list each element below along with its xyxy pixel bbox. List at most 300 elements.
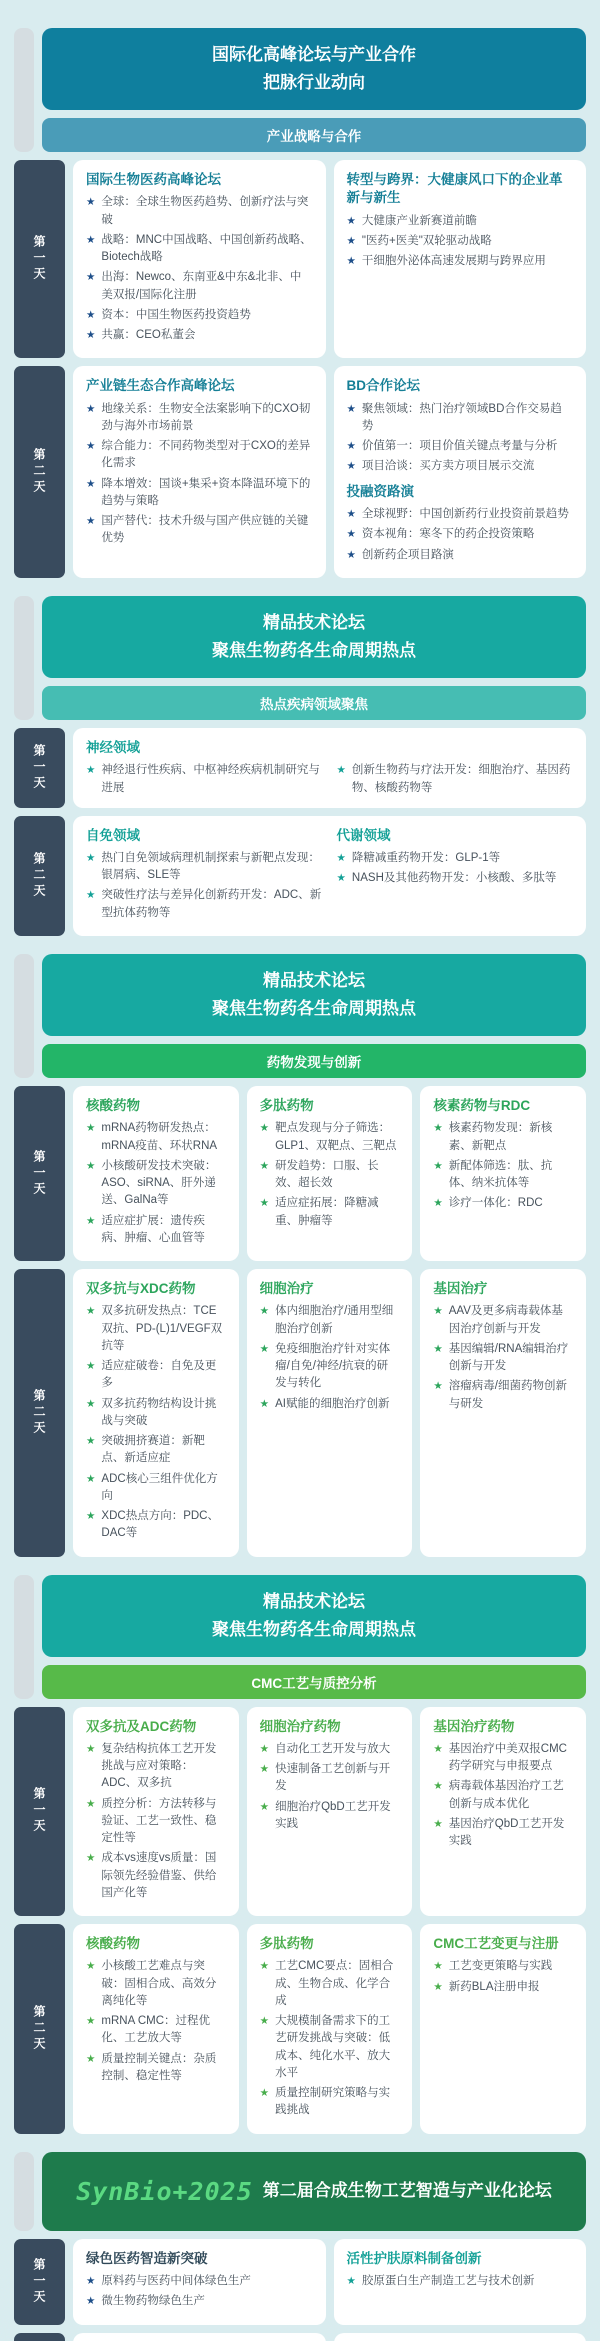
bullet-list	[260, 1958, 400, 2119]
section-header-banner	[42, 2152, 586, 2231]
star-icon: ★	[346, 2275, 356, 2287]
section-subheader-banner: 产业战略与合作	[42, 118, 586, 152]
bullet-text: 突破拥挤赛道：新靶点、新适应症	[101, 1435, 205, 1465]
forum-card	[247, 1269, 413, 1556]
bullet-item	[347, 233, 574, 250]
day-tab	[14, 1269, 65, 1556]
section-header-row	[14, 1575, 586, 1699]
side-rail	[14, 596, 34, 720]
bullet-text: 原料药与医药中间体绿色生产	[101, 2275, 251, 2287]
bullet-text: 出海：Newco、东南亚&中东&北非、中美双报/国际化注册	[101, 271, 302, 301]
bullet-item	[347, 2273, 574, 2290]
bullet-list	[86, 1120, 226, 1247]
bullet-item	[347, 401, 574, 436]
bullet-text: 细胞治疗QbD工艺开发实践	[275, 1800, 391, 1830]
bullet-item	[260, 1799, 400, 1834]
bullet-text: 病毒载体基因治疗工艺创新与成本优化	[448, 1780, 564, 1810]
bullet-item	[86, 1741, 226, 1793]
bullet-text: 价值第一：项目价值关键点考量与分析	[361, 440, 558, 453]
cards-row	[73, 816, 586, 936]
day-tab	[14, 2239, 65, 2325]
bullet-text: 突破性疗法与差异化创新药开发：ADC、新型抗体药物等	[101, 889, 322, 919]
bullet-item	[433, 1378, 573, 1413]
bullet-text: 创新生物药与疗法开发：细胞治疗、基因药物、核酸药物等	[351, 764, 571, 794]
bullet-item	[86, 2273, 313, 2290]
star-icon: ★	[433, 1122, 443, 1135]
forum-card	[73, 1269, 239, 1556]
cards-row	[73, 2239, 586, 2325]
forum-card	[73, 1707, 239, 1916]
star-icon: ★	[86, 764, 96, 777]
bullet-text: 适应症拓展：降糖减重、肿瘤等	[275, 1197, 379, 1227]
bullet-item	[86, 1796, 226, 1848]
star-icon: ★	[336, 851, 346, 864]
bullet-text: 体内细胞治疗/通用型细胞治疗创新	[275, 1305, 394, 1335]
star-icon: ★	[86, 1305, 96, 1318]
bullet-item	[86, 2293, 313, 2310]
day-tab-label: 第一天	[32, 1149, 46, 1198]
bullet-text: 基因治疗QbD工艺开发实践	[448, 1817, 565, 1848]
card-title: 绿色医药智造新突破	[86, 2250, 208, 2266]
side-rail	[14, 28, 34, 152]
star-icon: ★	[86, 1797, 96, 1810]
bullet-text: NASH及其他药物开发：小核酸、多肽等	[351, 872, 557, 885]
bullet-text: 适应症破卷：自免及更多	[101, 1360, 217, 1390]
bullet-text: 工艺变更策略与实践	[448, 1960, 553, 1973]
forum-card	[420, 1707, 586, 1916]
bullet-item	[260, 1396, 400, 1413]
section-international-summit	[0, 28, 600, 578]
section-header-column	[42, 954, 586, 1078]
bullet-item	[433, 1741, 573, 1776]
day-row	[14, 1086, 586, 1261]
card-title: 多肽药物	[259, 1936, 314, 1952]
bullet-text: 干细胞外泌体高速发展期与跨界应用	[361, 255, 546, 268]
star-icon: ★	[86, 1510, 96, 1522]
card-group	[86, 827, 323, 925]
forum-card	[73, 160, 326, 358]
star-icon: ★	[433, 1980, 443, 1993]
bullet-list	[86, 762, 573, 797]
star-icon: ★	[259, 1122, 270, 1135]
conference-agenda-poster	[0, 28, 600, 2341]
day-row	[14, 160, 586, 358]
card-title: 神经领域	[86, 740, 140, 756]
card-title: 核酸药物	[86, 1098, 140, 1114]
bullet-item	[86, 1508, 226, 1543]
synbio-forum-title: 第二届合成生物工艺智造与产业化论坛	[262, 2181, 552, 2201]
bullet-text: 小核酸工艺难点与突破：固相合成、高效分离纯化等	[101, 1960, 217, 2007]
star-icon: ★	[86, 1397, 96, 1410]
bullet-item	[433, 1120, 573, 1155]
card-title: 基因治疗	[433, 1281, 488, 1297]
star-icon: ★	[433, 1305, 443, 1318]
bullet-item	[86, 1471, 226, 1506]
side-rail	[14, 954, 34, 1078]
star-icon: ★	[433, 1342, 443, 1355]
bullet-list	[260, 1741, 400, 1833]
bullet-item	[86, 327, 313, 344]
card-title: 双多抗与XDC药物	[86, 1281, 196, 1297]
star-icon: ★	[86, 440, 96, 453]
bullet-text: 质控分析：方法转移与验证、工艺一致性、稳定性等	[101, 1797, 217, 1845]
bullet-list	[433, 1741, 573, 1851]
bullet-list	[337, 850, 574, 888]
star-icon: ★	[86, 477, 96, 490]
bullet-text: 地缘关系：生物安全法案影响下的CXO韧劲与海外市场前景	[101, 402, 311, 432]
section-header-line: 精品技术论坛	[263, 1591, 365, 1611]
bullet-text: 神经退行性疾病、中枢神经疾病机制研究与进展	[101, 764, 320, 794]
day-tab	[14, 366, 65, 578]
star-icon: ★	[86, 1159, 96, 1172]
star-icon: ★	[259, 1342, 270, 1355]
bullet-list	[86, 1741, 226, 1902]
card-title: 细胞治疗	[259, 1281, 314, 1297]
bullet-text: 资本视角：寒冬下的药企投资策略	[361, 528, 535, 541]
day-tab	[14, 728, 65, 808]
star-icon: ★	[346, 214, 356, 227]
day-row	[14, 1707, 586, 1916]
side-rail	[14, 1575, 34, 1699]
star-icon: ★	[346, 255, 356, 268]
bullet-item	[86, 2051, 226, 2086]
section-header-line: 精品技术论坛	[263, 612, 365, 632]
star-icon: ★	[86, 233, 96, 246]
bullet-text: 快速制备工艺创新与开发	[275, 1763, 391, 1793]
star-icon: ★	[346, 548, 356, 561]
star-icon: ★	[86, 1435, 96, 1447]
bullet-item	[433, 1979, 573, 1996]
star-icon: ★	[259, 1960, 270, 1973]
forum-card	[247, 1086, 413, 1261]
bullet-list	[86, 401, 313, 548]
section-header-line: 聚焦生物药各生命周期热点	[212, 999, 416, 1019]
star-icon: ★	[86, 1742, 96, 1755]
card-title: 国际生物医药高峰论坛	[86, 172, 221, 188]
bullet-item	[86, 887, 323, 922]
bullet-text: AAV及更多病毒载体基因治疗创新与开发	[448, 1305, 563, 1335]
bullet-list	[86, 850, 323, 922]
bullet-item	[86, 1850, 226, 1902]
cards-row	[73, 366, 586, 578]
day-tab	[14, 160, 65, 358]
day-tab-label: 第一天	[32, 743, 46, 792]
star-icon: ★	[336, 764, 346, 777]
bullet-item	[260, 1741, 400, 1758]
bullet-list	[347, 213, 574, 271]
star-icon: ★	[259, 1397, 270, 1410]
section-header-line: 精品技术论坛	[263, 970, 365, 990]
bullet-text: 小核酸研发技术突破：ASO、siRNA、肝外递送、GalNa等	[101, 1159, 217, 1207]
bullet-text: 基因编辑/RNA编辑治疗创新与开发	[448, 1342, 569, 1372]
bullet-text: 大健康产业新赛道前瞻	[361, 214, 477, 227]
bullet-item	[86, 513, 313, 548]
bullet-list	[347, 401, 574, 476]
day-tab-label: 第二天	[32, 851, 46, 900]
bullet-item	[337, 850, 574, 867]
day-tab-label: 第一天	[32, 235, 46, 284]
bullet-text: mRNA药物研发热点：mRNA疫苗、环状RNA	[101, 1122, 218, 1152]
bullet-list	[260, 1120, 400, 1230]
bullet-text: 复杂结构抗体工艺开发挑战与应对策略：ADC、双多抗	[101, 1742, 217, 1790]
bullet-list	[86, 1958, 226, 2085]
bullet-item	[86, 1958, 226, 2010]
star-icon: ★	[86, 271, 96, 284]
forum-card	[73, 816, 586, 936]
star-icon: ★	[86, 2295, 96, 2308]
card-title: 多肽药物	[259, 1098, 314, 1114]
star-icon: ★	[86, 851, 96, 864]
forum-card	[334, 2239, 587, 2325]
bullet-text: 核素药物发现：新核素、新靶点	[448, 1122, 553, 1152]
day-tab-label: 第二天	[32, 1388, 46, 1437]
bullet-list	[86, 2273, 313, 2311]
bullet-item	[260, 2013, 400, 2082]
star-icon: ★	[86, 1852, 96, 1865]
star-icon: ★	[259, 1742, 270, 1755]
bullet-item	[86, 1396, 226, 1431]
bullet-item	[86, 850, 323, 885]
bullet-item	[86, 2013, 226, 2048]
bullet-item	[86, 232, 313, 267]
bullet-item	[260, 1120, 400, 1155]
bullet-item	[86, 307, 313, 324]
section-header-line: 聚焦生物药各生命周期热点	[212, 640, 416, 660]
section-drug-discovery	[0, 954, 600, 1557]
bullet-item	[347, 526, 574, 543]
section-header-banner	[42, 954, 586, 1036]
cards-row	[73, 2333, 586, 2341]
bullet-item	[260, 1958, 400, 2010]
bullet-item	[347, 253, 574, 270]
bullet-text: 综合能力：不同药物类型对于CXO的差异化需求	[101, 440, 311, 470]
bullet-text: 成本vs速度vs质量：国际领先经验借鉴、供给国产化等	[101, 1852, 217, 1899]
cards-row	[73, 1707, 586, 1916]
bullet-text: mRNA CMC：过程优化、工艺放大等	[101, 2015, 211, 2045]
forum-card	[334, 2333, 587, 2341]
bullet-item	[86, 269, 313, 304]
star-icon: ★	[86, 2275, 96, 2287]
bullet-list	[347, 2273, 574, 2290]
bullet-text: 全球：全球生物医药趋势、创新疗法与突破	[101, 196, 309, 226]
bullet-text: 战略：MNC中国战略、中国创新药战略、Biotech战略	[101, 233, 312, 264]
card-title: 核酸药物	[86, 1936, 140, 1952]
star-icon: ★	[433, 1742, 443, 1755]
bullet-item	[260, 1341, 400, 1393]
bullet-text: XDC热点方向：PDC、DAC等	[101, 1510, 219, 1540]
bullet-item	[86, 1213, 226, 1248]
day-tab	[14, 2333, 65, 2341]
card-title: 细胞治疗药物	[259, 1718, 341, 1734]
section-header-line: 国际化高峰论坛与产业合作	[212, 45, 416, 64]
card-title: CMC工艺变更与注册	[433, 1936, 559, 1952]
star-icon: ★	[86, 1214, 96, 1227]
bullet-list	[347, 506, 574, 564]
section-subheader-banner: 热点疾病领域聚焦	[42, 686, 586, 720]
side-rail	[14, 2152, 34, 2231]
day-tab-label: 第二天	[32, 448, 46, 497]
bullet-text: AI赋能的细胞治疗创新	[275, 1397, 390, 1410]
bullet-item	[260, 1195, 400, 1230]
cards-row	[73, 1269, 586, 1556]
bullet-item	[433, 1778, 573, 1813]
bullet-item	[260, 2085, 400, 2120]
section-subheader-banner: CMC工艺与质控分析	[42, 1665, 586, 1699]
star-icon: ★	[433, 1780, 443, 1793]
bullet-item	[86, 438, 313, 473]
day-row	[14, 2239, 586, 2325]
star-icon: ★	[86, 2052, 96, 2065]
bullet-text: 降本增效：国谈+集采+资本降温环境下的趋势与策略	[101, 477, 311, 507]
bullet-list	[433, 1120, 573, 1212]
star-icon: ★	[336, 872, 346, 885]
bullet-text: 新配体筛选：肽、抗体、纳米抗体等	[448, 1159, 553, 1190]
bullet-item	[260, 1761, 400, 1796]
bullet-text: 全球视野：中国创新药行业投资前景趋势	[361, 508, 569, 520]
bullet-item	[86, 401, 313, 436]
star-icon: ★	[259, 1305, 270, 1318]
star-icon: ★	[433, 1817, 443, 1830]
star-icon: ★	[346, 528, 356, 541]
bullet-list	[86, 194, 313, 344]
bullet-text: 研发趋势：口服、长效、超长效	[275, 1159, 379, 1190]
bullet-text: 降糖减重药物开发：GLP-1等	[351, 851, 501, 864]
bullet-list	[260, 1303, 400, 1413]
star-icon: ★	[86, 515, 96, 528]
day-tab-label: 第一天	[32, 1787, 46, 1836]
star-icon: ★	[86, 1360, 96, 1372]
card-title: 基因治疗药物	[433, 1718, 515, 1734]
bullet-text: 诊疗一体化：RDC	[448, 1197, 543, 1210]
section-disease-focus	[0, 596, 600, 936]
bullet-item	[347, 458, 574, 475]
section-header-banner	[42, 596, 586, 678]
card-group-columns	[86, 827, 573, 925]
section-header-row	[14, 954, 586, 1078]
day-tab-label: 第一天	[32, 2257, 46, 2306]
card-title: 核素药物与RDC	[433, 1098, 531, 1114]
bullet-list	[433, 1303, 573, 1413]
section-subheader-banner: 药物发现与创新	[42, 1044, 586, 1078]
bullet-list	[86, 1303, 226, 1542]
bullet-text: 靶点发现与分子筛选：GLP1、双靶点、三靶点	[275, 1122, 397, 1152]
star-icon: ★	[86, 1122, 96, 1135]
bullet-text: ADC核心三组件优化方向	[101, 1472, 218, 1502]
section-header-line: 聚焦生物药各生命周期热点	[212, 1619, 416, 1639]
star-icon: ★	[86, 196, 96, 209]
forum-card	[247, 1707, 413, 1916]
forum-card	[73, 728, 586, 808]
bullet-item	[347, 506, 574, 523]
section-header-banner	[42, 28, 586, 110]
bullet-item	[433, 1303, 573, 1338]
star-icon: ★	[433, 1380, 443, 1393]
bullet-item	[347, 547, 574, 564]
bullet-item	[86, 1433, 226, 1468]
bullet-item	[86, 1158, 226, 1210]
bullet-item	[433, 1341, 573, 1376]
card-title: 双多抗及ADC药物	[86, 1718, 197, 1734]
bullet-text: 热门自免领域病理机制探索与新靶点发现：银屑病、SLE等	[101, 851, 320, 882]
forum-card	[247, 1924, 413, 2133]
section-header-banner	[42, 1575, 586, 1657]
card-title: 产业链生态合作高峰论坛	[86, 378, 235, 394]
section-header-column	[42, 2152, 586, 2231]
bullet-item	[86, 476, 313, 511]
day-tab	[14, 1707, 65, 1916]
bullet-text: 资本：中国生物医药投资趋势	[101, 308, 251, 321]
card-group	[337, 827, 574, 925]
bullet-item	[347, 438, 574, 455]
forum-card	[73, 1924, 239, 2133]
star-icon: ★	[259, 1159, 270, 1172]
star-icon: ★	[259, 2087, 270, 2100]
bullet-item	[347, 213, 574, 230]
star-icon: ★	[259, 1197, 270, 1210]
bullet-text: "医药+医美"双轮驱动战略	[361, 234, 492, 247]
star-icon: ★	[346, 460, 356, 473]
star-icon: ★	[433, 1159, 443, 1172]
star-icon: ★	[259, 2015, 270, 2028]
bullet-text: 质量控制研究策略与实践挑战	[275, 2087, 391, 2117]
section-cmc-quality	[0, 1575, 600, 2134]
bullet-item	[337, 762, 574, 797]
star-icon: ★	[346, 402, 356, 415]
day-tab	[14, 1924, 65, 2133]
forum-card	[420, 1086, 586, 1261]
bullet-text: 自动化工艺开发与放大	[275, 1742, 391, 1755]
bullet-text: 微生物药物绿色生产	[101, 2295, 205, 2308]
card-title: 自免领域	[86, 827, 140, 843]
bullet-item	[433, 1158, 573, 1193]
section-header-row	[14, 596, 586, 720]
bullet-text: 基因治疗中美双报CMC药学研究与申报要点	[448, 1742, 567, 1773]
forum-card	[420, 1924, 586, 2133]
day-row	[14, 1924, 586, 2133]
bullet-text: 溶瘤病毒/细菌药物创新与研发	[448, 1380, 567, 1410]
bullet-text: 项目洽谈：买方卖方项目展示交流	[361, 460, 535, 473]
day-tab	[14, 816, 65, 936]
forum-card	[73, 2239, 326, 2325]
bullet-text: 双多抗研发热点：TCE双抗、PD-(L)1/VEGF双抗等	[101, 1305, 223, 1352]
cards-row	[73, 160, 586, 358]
section-header-column	[42, 596, 586, 720]
bullet-item	[260, 1158, 400, 1193]
star-icon: ★	[86, 1472, 96, 1485]
forum-card	[334, 366, 587, 578]
forum-card	[73, 1086, 239, 1261]
star-icon: ★	[346, 440, 356, 453]
bullet-text: 聚焦领域：热门治疗领域BD合作交易趋势	[361, 402, 562, 432]
bullet-text: 共赢：CEO私董会	[101, 329, 196, 342]
synbio-header-line	[52, 2165, 576, 2218]
section-header-row	[14, 2152, 586, 2231]
bullet-text: 质量控制关键点：杂质控制、稳定性等	[101, 2052, 217, 2082]
day-row	[14, 816, 586, 936]
forum-card	[73, 2333, 326, 2341]
star-icon: ★	[86, 402, 96, 415]
card-title: 代谢领域	[336, 827, 391, 843]
section-synbio-forum	[0, 2152, 600, 2341]
day-row	[14, 1269, 586, 1556]
bullet-item	[433, 1816, 573, 1851]
section-header-line: 把脉行业动向	[263, 73, 365, 93]
day-tab-label: 第二天	[32, 2004, 46, 2053]
day-tab	[14, 1086, 65, 1261]
card-subsection-title: 投融资路演	[346, 483, 414, 499]
star-icon: ★	[86, 1960, 96, 1973]
section-header-column	[42, 28, 586, 152]
